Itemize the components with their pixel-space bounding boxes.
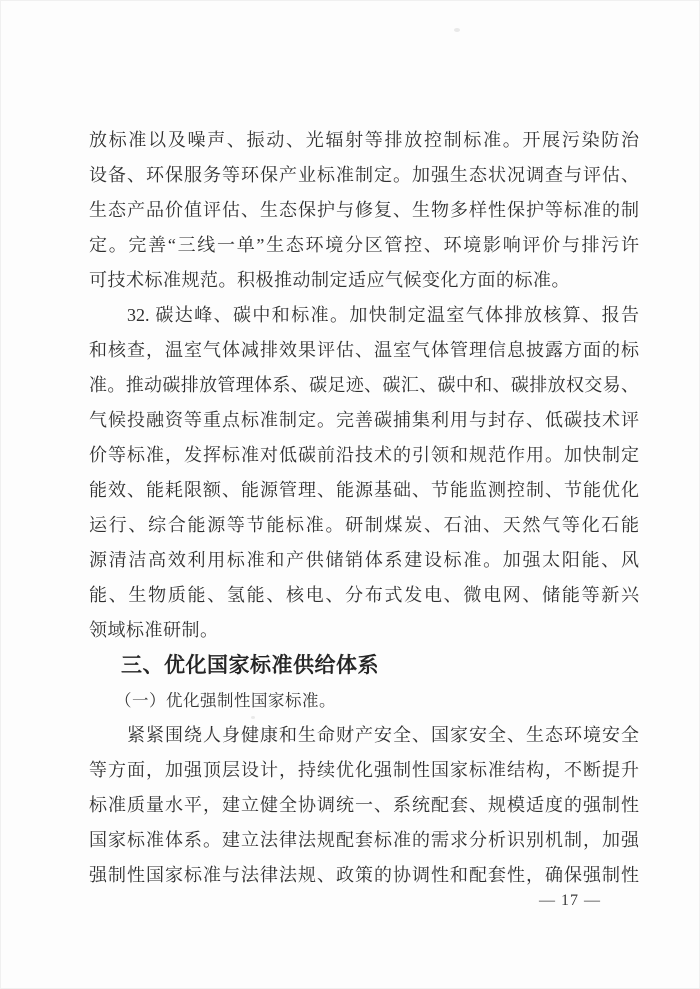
body-text-line: 定。完善“三线一单”生态环境分区管控、环境影响评价与排污许 bbox=[89, 235, 639, 255]
body-text-line: 能效、能耗限额、能源管理、能源基础、节能监测控制、节能优化 bbox=[89, 480, 639, 500]
body-text-line: 设备、环保服务等环保产业标准制定。加强生态状况调查与评估、 bbox=[89, 165, 639, 185]
body-text-line: 准。推动碳排放管理体系、碳足迹、碳汇、碳中和、碳排放权交易、 bbox=[89, 375, 639, 395]
scan-artifact-dot bbox=[454, 28, 460, 32]
body-text-line: 运行、综合能源等节能标准。研制煤炭、石油、天然气等化石能 bbox=[89, 515, 639, 535]
body-text-line: 生态产品价值评估、生态保护与修复、生物多样性保护等标准的制 bbox=[89, 200, 639, 220]
body-text-line: 源清洁高效利用标准和产供储销体系建设标准。加强太阳能、风 bbox=[89, 550, 639, 570]
body-text-line: 可技术标准规范。积极推动制定适应气候变化方面的标准。 bbox=[89, 270, 570, 290]
body-text-line: 强制性国家标准与法律法规、政策的协调性和配套性，确保强制性 bbox=[89, 865, 639, 885]
body-text-line: 价等标准，发挥标准对低碳前沿技术的引领和规范作用。加快制定 bbox=[89, 445, 639, 465]
body-text-line: 等方面，加强顶层设计，持续优化强制性国家标准结构，不断提升 bbox=[89, 760, 639, 780]
body-text-line: 和核查，温室气体减排效果评估、温室气体管理信息披露方面的标 bbox=[89, 340, 639, 360]
body-text-line: 标准质量水平，建立健全协调统一、系统配套、规模适度的强制性 bbox=[89, 795, 639, 815]
document-body bbox=[89, 123, 639, 893]
page-number: — 17 — bbox=[539, 892, 601, 909]
body-text-line: 紧紧围绕人身健康和生命财产安全、国家安全、生态环境安全 bbox=[127, 725, 639, 745]
body-text-line: 放标准以及噪声、振动、光辐射等排放控制标准。开展污染防治 bbox=[89, 130, 639, 150]
body-text-line: 国家标准体系。建立法律法规配套标准的需求分析识别机制，加强 bbox=[89, 830, 639, 850]
subsection-heading: （一）优化强制性国家标准。 bbox=[115, 691, 336, 710]
body-text-line: 32. 碳达峰、碳中和标准。加快制定温室气体排放核算、报告 bbox=[127, 305, 639, 325]
body-text-line: 领域标准研制。 bbox=[89, 620, 219, 640]
body-text-line: 能、生物质能、氢能、核电、分布式发电、微电网、储能等新兴 bbox=[89, 585, 639, 605]
body-text-line: 气候投融资等重点标准制定。完善碳捕集利用与封存、低碳技术评 bbox=[89, 410, 639, 430]
section-heading: 三、优化国家标准供给体系 bbox=[121, 654, 379, 677]
